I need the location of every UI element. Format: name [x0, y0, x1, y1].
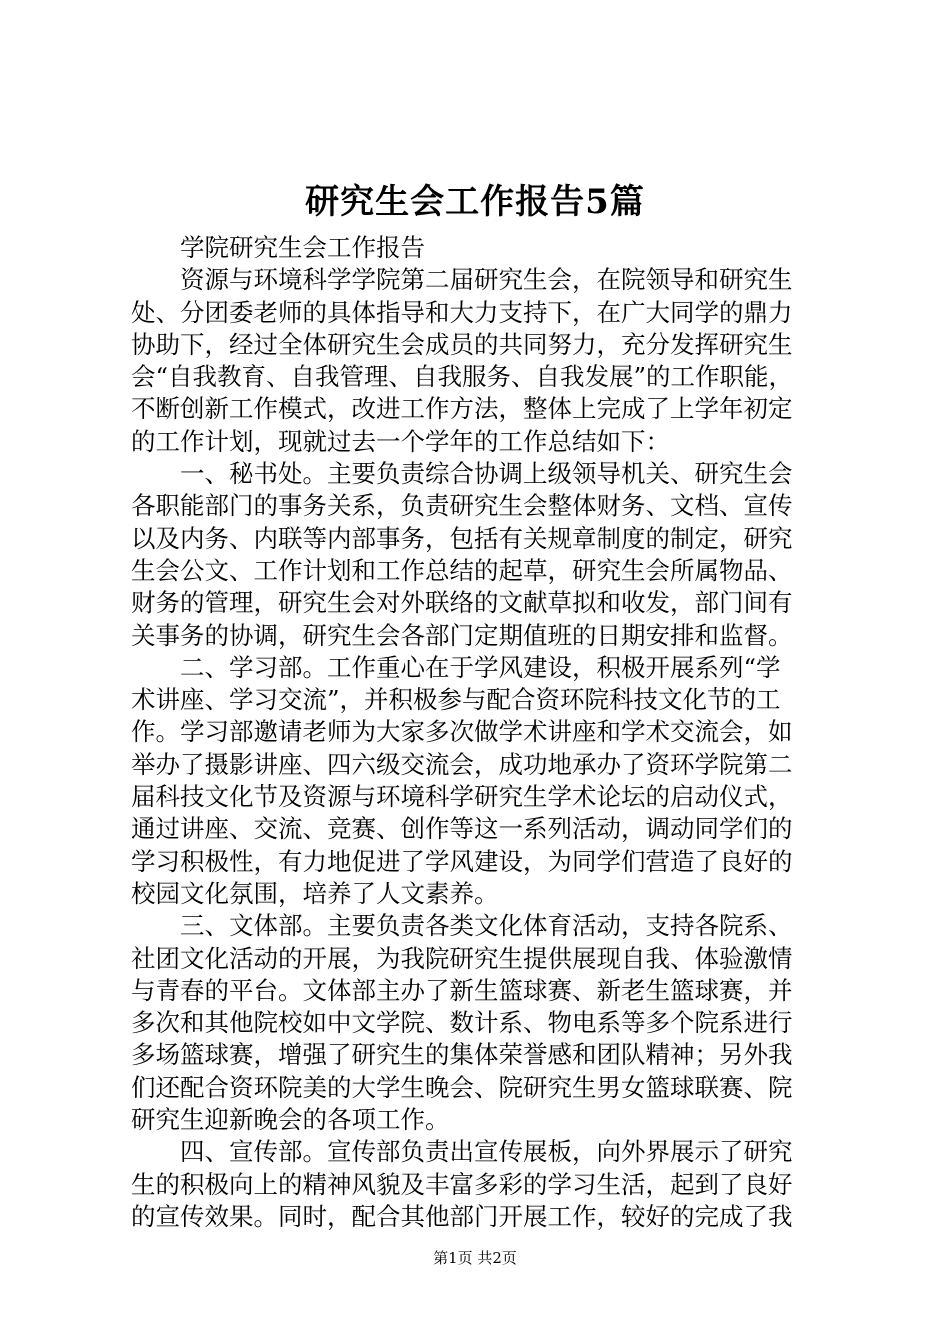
paragraph-line: 各职能部门的事务关系，负责研究生会整体财务、文档、宣传 — [131, 491, 793, 521]
paragraph-line: 研究生迎新晚会的各项工作。 — [131, 1105, 450, 1135]
paragraph-line: 一、秘书处。主要负责综合协调上级领导机关、研究生会 — [180, 459, 793, 489]
paragraph-line: 与青春的平台。文体部主办了新生篮球赛、新老生篮球赛，并 — [131, 975, 793, 1005]
paragraph-line: 处、分团委老师的具体指导和大力支持下，在广大同学的鼎力 — [131, 297, 793, 327]
paragraph-line: 举办了摄影讲座、四六级交流会，成功地承办了资环学院第二 — [131, 749, 793, 779]
paragraph-line: 校园文化氛围，培养了人文素养。 — [131, 878, 499, 908]
paragraph-line: 届科技文化节及资源与环境科学研究生学术论坛的启动仪式， — [131, 782, 793, 812]
paragraph-line: 以及内务、内联等内部事务，包括有关规章制度的制定，研究 — [131, 523, 793, 553]
paragraph-line: 的工作计划，现就过去一个学年的工作总结如下： — [131, 426, 670, 456]
paragraph-line: 社团文化活动的开展，为我院研究生提供展现自我、体验激情 — [131, 943, 793, 973]
paragraph-line: 四、宣传部。宣传部负责出宣传展板，向外界展示了研究 — [180, 1137, 793, 1167]
paragraph-line: 关事务的协调，研究生会各部门定期值班的日期安排和监督。 — [131, 620, 793, 650]
paragraph-line: 多场篮球赛，增强了研究生的集体荣誉感和团队精神；另外我 — [131, 1040, 793, 1070]
document-title: 研究生会工作报告5篇 — [305, 182, 645, 222]
paragraph-line: 作。学习部邀请老师为大家多次做学术讲座和学术交流会，如 — [131, 717, 793, 747]
paragraph-line: 们还配合资环院美的大学生晚会、院研究生男女篮球联赛、院 — [131, 1072, 793, 1102]
paragraph-line: 生的积极向上的精神风貌及丰富多彩的学习生活，起到了良好 — [131, 1169, 793, 1199]
paragraph-line: 不断创新工作模式，改进工作方法，整体上完成了上学年初定 — [131, 394, 793, 424]
document-body — [131, 232, 831, 1233]
page-footer: 第1页 共2页 — [433, 1249, 517, 1267]
paragraph-line: 的宣传效果。同时，配合其他部门开展工作，较好的完成了我 — [131, 1201, 793, 1231]
paragraph-line: 二、学习部。工作重心在于学风建设，积极开展系列“学 — [180, 652, 781, 682]
paragraph-line: 财务的管理，研究生会对外联络的文献草拟和收发，部门间有 — [131, 588, 793, 618]
paragraph-line: 三、文体部。主要负责各类文化体育活动，支持各院系、 — [180, 911, 793, 941]
subtitle-line: 学院研究生会工作报告 — [180, 233, 425, 262]
paragraph-line: 术讲座、学习交流”，并积极参与配合资环院科技文化节的工 — [131, 685, 781, 715]
paragraph-line: 学习积极性，有力地促进了学风建设，为同学们营造了良好的 — [131, 846, 793, 876]
paragraph-line: 协助下，经过全体研究生会成员的共同努力，充分发挥研究生 — [131, 329, 793, 359]
paragraph-line: 生会公文、工作计划和工作总结的起草，研究生会所属物品、 — [131, 555, 793, 585]
paragraph-line: 会“自我教育、自我管理、自我服务、自我发展”的工作职能， — [131, 362, 794, 392]
paragraph-line: 多次和其他院校如中文学院、数计系、物电系等多个院系进行 — [131, 1008, 793, 1038]
paragraph-line: 通过讲座、交流、竞赛、创作等这一系列活动，调动同学们的 — [131, 814, 793, 844]
paragraph-line: 资源与环境科学学院第二届研究生会，在院领导和研究生 — [180, 265, 793, 295]
